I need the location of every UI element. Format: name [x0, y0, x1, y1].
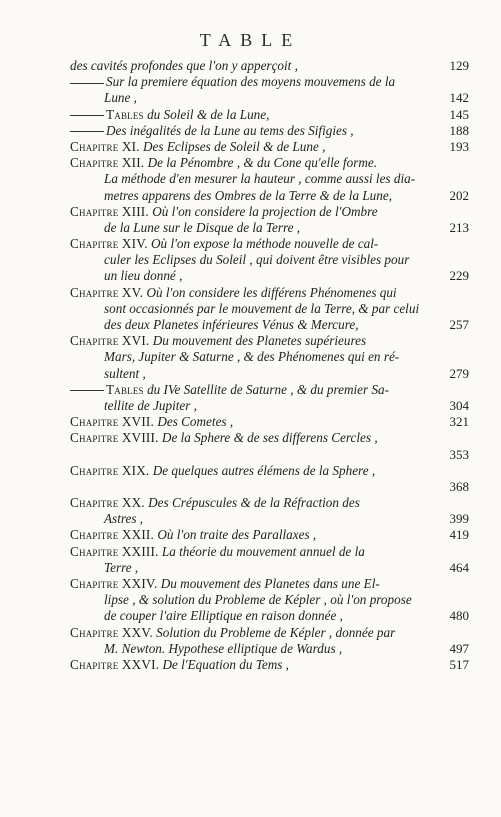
page-number: 419	[449, 527, 469, 543]
entry-title: de couper l'aire Elliptique en raison donnée ,	[104, 608, 343, 624]
toc-entry	[0, 139, 501, 155]
toc-entry	[0, 58, 501, 74]
toc-entry-line	[0, 527, 501, 543]
toc-entry-continuation	[0, 511, 501, 527]
entry-title: Où l'on considere la projection de l'Ombre	[152, 203, 378, 219]
page-number: 321	[449, 414, 469, 430]
toc-entry-line	[0, 123, 501, 139]
entry-title: Des Cometes ,	[157, 414, 234, 430]
toc-entry	[0, 333, 501, 382]
entry-title: La théorie du mouvement annuel de la	[161, 543, 365, 559]
toc-entry-line	[0, 463, 501, 479]
toc-entry-continuation	[0, 447, 501, 463]
entry-title: Des inégalités de la Lune au tems des Sifigies ,	[106, 122, 354, 138]
entry-title: du Soleil & de la Lune,	[147, 106, 270, 122]
chapter-label: Chapitre XII.	[70, 155, 145, 171]
toc-entry	[0, 285, 501, 334]
page-number: 399	[449, 511, 469, 527]
toc-entry	[0, 414, 501, 430]
toc-entry-continuation	[0, 220, 501, 236]
table-of-contents	[0, 58, 501, 673]
entry-title: tellite de Jupiter ,	[104, 397, 198, 413]
toc-entry	[0, 382, 501, 414]
toc-entry-line	[0, 625, 501, 641]
entry-title: M. Newton. Hypothese elliptique de Wardus ,	[104, 640, 343, 656]
toc-entry-line	[0, 236, 501, 252]
chapter-label: Chapitre XXII.	[70, 527, 155, 543]
toc-entry	[0, 657, 501, 673]
chapter-label: Tables	[106, 106, 144, 122]
toc-entry-continuation	[0, 398, 501, 414]
toc-entry	[0, 495, 501, 527]
toc-entry	[0, 204, 501, 236]
page-number: 480	[449, 608, 469, 624]
entry-title: des deux Planetes inférieures Vénus & Mercure,	[104, 317, 359, 332]
chapter-label: Chapitre XI.	[70, 138, 140, 154]
leader-dash	[70, 131, 104, 132]
toc-entry	[0, 463, 501, 495]
page-number: 193	[449, 138, 469, 154]
chapter-label: Chapitre XXVI.	[70, 656, 160, 672]
toc-entry-line	[0, 58, 501, 74]
toc-entry-line	[0, 204, 501, 220]
entry-title: Où l'on considere les différens Phénomenes qui	[146, 284, 397, 300]
entry-title: De la Pénombre , & du Cone qu'elle forme.	[147, 155, 377, 171]
toc-entry-line	[0, 576, 501, 592]
toc-entry	[0, 74, 501, 106]
toc-entry-line	[0, 285, 501, 301]
entry-title: Où l'on traite des Parallaxes ,	[157, 527, 317, 543]
entry-title: Lune ,	[104, 90, 137, 106]
toc-entry-continuation	[0, 366, 501, 382]
toc-entry	[0, 576, 501, 625]
page-number: 353	[449, 446, 469, 462]
entry-title: culer les Eclipses du Soleil , qui doivent être visibles pour	[104, 252, 410, 268]
entry-title: sont occasionnés par le mouvement de la Terre, & par celui	[104, 300, 420, 316]
toc-entry	[0, 123, 501, 139]
page-number: 229	[449, 268, 469, 284]
toc-entry-continuation	[0, 90, 501, 106]
toc-entry-line	[0, 657, 501, 673]
entry-title: Du mouvement des Planetes supérieures	[152, 333, 367, 349]
leader-dash	[70, 390, 104, 391]
entry-title: sultent ,	[104, 365, 146, 381]
toc-entry-line	[0, 333, 501, 349]
chapter-label: Chapitre XX.	[70, 495, 145, 511]
toc-entry-line	[0, 139, 501, 155]
page-number: 368	[449, 478, 469, 494]
toc-entry-continuation	[0, 188, 501, 204]
chapter-label: Chapitre XXIV.	[70, 576, 158, 591]
entry-title: de la Lune sur le Disque de la Terre ,	[104, 219, 301, 235]
chapter-label: Chapitre XIV.	[70, 236, 148, 252]
toc-entry-continuation	[0, 560, 501, 576]
page-number: 464	[449, 559, 469, 575]
toc-entry	[0, 430, 501, 462]
toc-entry-line	[0, 544, 501, 560]
toc-entry-line	[0, 155, 501, 171]
page-number: 497	[449, 640, 469, 656]
chapter-label: Chapitre XIX.	[70, 462, 150, 478]
page-number: 142	[449, 90, 469, 106]
chapter-label: Chapitre XIII.	[70, 203, 149, 219]
toc-entry	[0, 527, 501, 543]
page-number: 129	[449, 58, 469, 73]
page-number: 279	[449, 365, 469, 381]
page-number: 188	[449, 122, 469, 138]
toc-entry-continuation	[0, 592, 501, 608]
toc-entry-continuation	[0, 171, 501, 187]
entry-title: Astres ,	[104, 511, 144, 527]
entry-title: Des Eclipses de Soleil & de Lune ,	[143, 138, 326, 154]
entry-title: des cavités profondes que l'on y apperçoit ,	[70, 58, 298, 73]
toc-entry-line	[0, 495, 501, 511]
page-number: 145	[449, 106, 469, 122]
toc-entry-continuation	[0, 317, 501, 333]
page-number: 304	[449, 397, 469, 413]
entry-title: Terre ,	[104, 559, 139, 575]
entry-title: De la Sphere & de ses differens Cercles ,	[161, 430, 378, 446]
page-number: 257	[449, 317, 469, 332]
toc-entry	[0, 107, 501, 123]
toc-entry-continuation	[0, 301, 501, 317]
toc-entry-continuation	[0, 479, 501, 495]
toc-entry	[0, 236, 501, 285]
toc-entry-line	[0, 382, 501, 398]
entry-title: Sur la premiere équation des moyens mouvemens de la	[106, 74, 396, 90]
chapter-label: Chapitre XXIII.	[70, 543, 159, 559]
page-number: 517	[449, 656, 469, 672]
toc-entry-continuation	[0, 268, 501, 284]
toc-entry-continuation	[0, 349, 501, 365]
toc-entry-continuation	[0, 641, 501, 657]
toc-entry-line	[0, 74, 501, 90]
toc-entry-line	[0, 430, 501, 446]
entry-title: De quelques autres élémens de la Sphere ,	[152, 462, 376, 478]
toc-entry	[0, 155, 501, 204]
entry-title: La méthode d'en mesurer la hauteur , comme aussi les dia-	[104, 171, 416, 187]
entry-title: Du mouvement des Planetes dans une El-	[160, 576, 380, 591]
entry-title: De l'Equation du Tems ,	[162, 656, 289, 672]
entry-title: metres apparens des Ombres de la Terre & de la Lune,	[104, 187, 393, 203]
entry-title: Où l'on expose la méthode nouvelle de cal-	[151, 236, 379, 252]
leader-dash	[70, 115, 104, 116]
chapter-label: Chapitre XV.	[70, 284, 144, 300]
running-head: TABLE	[199, 30, 302, 50]
chapter-label: Chapitre XVIII.	[70, 430, 159, 446]
page-number: 202	[449, 187, 469, 203]
chapter-label: Chapitre XXV.	[70, 624, 153, 640]
entry-title: du IVe Satellite de Saturne , & du premier Sa-	[147, 381, 390, 397]
page-number: 213	[449, 219, 469, 235]
chapter-label: Tables	[106, 381, 144, 397]
entry-title: lipse , & solution du Probleme de Képler , où l'on propose	[104, 592, 412, 608]
toc-entry-line	[0, 414, 501, 430]
entry-title: Mars, Jupiter & Saturne , & des Phénomenes qui en ré-	[104, 349, 400, 365]
toc-entry	[0, 544, 501, 576]
entry-title: un lieu donné ,	[104, 268, 183, 284]
entry-title: Solution du Probleme de Képler , donnée par	[156, 624, 396, 640]
chapter-label: Chapitre XVI.	[70, 333, 150, 349]
toc-entry	[0, 625, 501, 657]
leader-dash	[70, 83, 104, 84]
chapter-label: Chapitre XVII.	[70, 414, 155, 430]
toc-entry-line	[0, 107, 501, 123]
toc-entry-continuation	[0, 252, 501, 268]
entry-title: Des Crépuscules & de la Réfraction des	[148, 495, 360, 511]
toc-entry-continuation	[0, 608, 501, 624]
